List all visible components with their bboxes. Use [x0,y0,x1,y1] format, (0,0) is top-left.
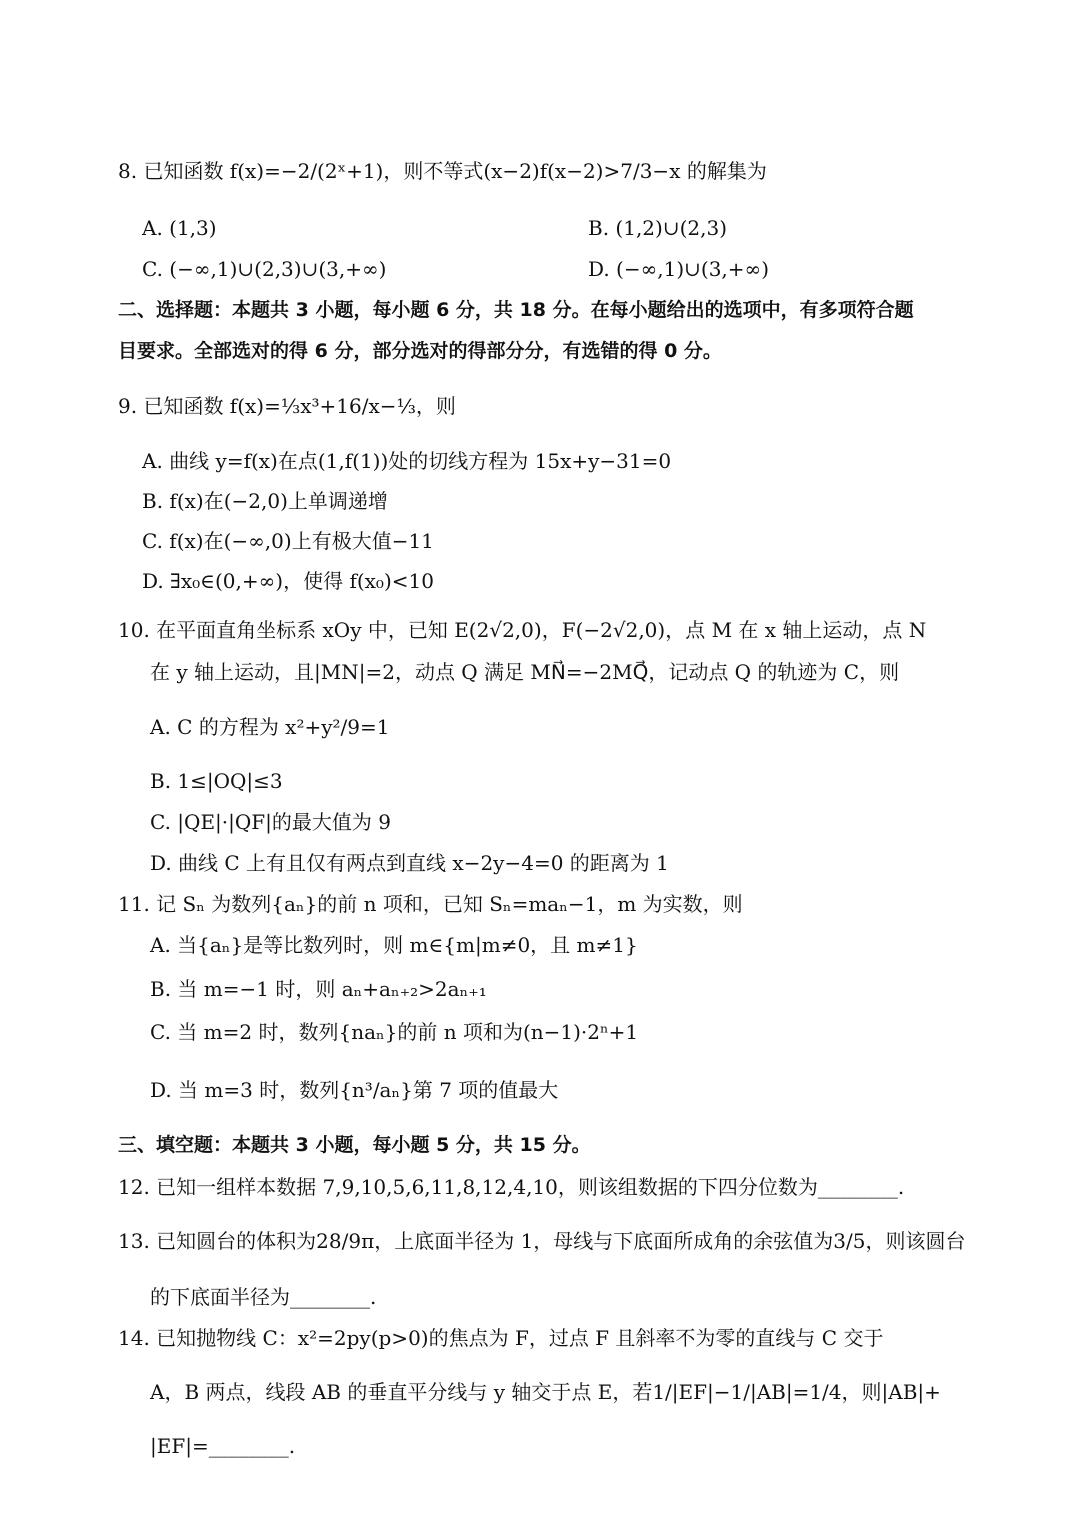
q14-stem-line3: |EF|=________. [150,1434,296,1458]
q12-stem: 12. 已知一组样本数据 7,9,10,5,6,11,8,12,4,10，则该组数据的下四分位数为________. [118,1175,905,1199]
q8-option-b: B. (1,2)∪(2,3) [588,216,727,240]
section2-heading-line1: 二、选择题：本题共 3 小题，每小题 6 分，共 18 分。在每小题给出的选项中，有多项符合题 [118,299,914,321]
q11-stem: 11. 记 Sₙ 为数列{aₙ}的前 n 项和，已知 Sₙ=maₙ−1，m 为实数，则 [118,892,743,916]
q13-stem-line1: 13. 已知圆台的体积为28/9π，上底面半径为 1，母线与下底面所成角的余弦值为3/5，则该圆台 [118,1229,966,1253]
q8-option-a: A. (1,3) [142,216,217,240]
q14-stem-line1: 14. 已知抛物线 C：x²=2py(p>0)的焦点为 F，过点 F 且斜率不为零的直线与 C 交于 [118,1326,884,1350]
q11-option-b: B. 当 m=−1 时，则 aₙ+aₙ₊₂>2aₙ₊₁ [150,977,487,1001]
q9-option-a: A. 曲线 y=f(x)在点(1,f(1))处的切线方程为 15x+y−31=0 [142,449,672,473]
section3-heading: 三、填空题：本题共 3 小题，每小题 5 分，共 15 分。 [118,1134,591,1156]
q9-stem: 9. 已知函数 f(x)=⅓x³+16/x−⅓，则 [118,394,456,418]
q14-stem-line2: A，B 两点，线段 AB 的垂直平分线与 y 轴交于点 E，若1/|EF|−1/|AB|=1/4，则|AB|+ [150,1380,941,1404]
q10-option-c: C. |QE|·|QF|的最大值为 9 [150,810,391,834]
q11-option-a: A. 当{aₙ}是等比数列时，则 m∈{m|m≠0，且 m≠1} [150,933,638,957]
q9-option-d: D. ∃x₀∈(0,+∞)，使得 f(x₀)<10 [142,569,434,593]
q11-option-d: D. 当 m=3 时，数列{n³/aₙ}第 7 项的值最大 [150,1078,559,1102]
q13-stem-line2: 的下底面半径为________. [150,1285,377,1309]
q8-stem: 8. 已知函数 f(x)=−2/(2ˣ+1)，则不等式(x−2)f(x−2)>7/3−x 的解集为 [118,159,767,183]
q8-option-c: C. (−∞,1)∪(2,3)∪(3,+∞) [142,257,387,281]
q10-stem-line1: 10. 在平面直角坐标系 xOy 中，已知 E(2√2,0)，F(−2√2,0)，点 M 在 x 轴上运动，点 N [118,618,927,642]
q11-option-c: C. 当 m=2 时，数列{naₙ}的前 n 项和为(n−1)·2ⁿ+1 [150,1020,639,1044]
q10-option-d: D. 曲线 C 上有且仅有两点到直线 x−2y−4=0 的距离为 1 [150,851,669,875]
q10-stem-line2: 在 y 轴上运动，且|MN|=2，动点 Q 满足 MN⃗=−2MQ⃗，记动点 Q 的轨迹为 C，则 [150,660,900,684]
q9-option-b: B. f(x)在(−2,0)上单调递增 [142,489,388,513]
q10-option-b: B. 1≤|OQ|≤3 [150,769,283,793]
q10-option-a: A. C 的方程为 x²+y²/9=1 [150,715,390,739]
q9-option-c: C. f(x)在(−∞,0)上有极大值−11 [142,529,434,553]
section2-heading-line2: 目要求。全部选对的得 6 分，部分选对的得部分分，有选错的得 0 分。 [118,340,722,362]
q8-option-d: D. (−∞,1)∪(3,+∞) [588,257,770,281]
